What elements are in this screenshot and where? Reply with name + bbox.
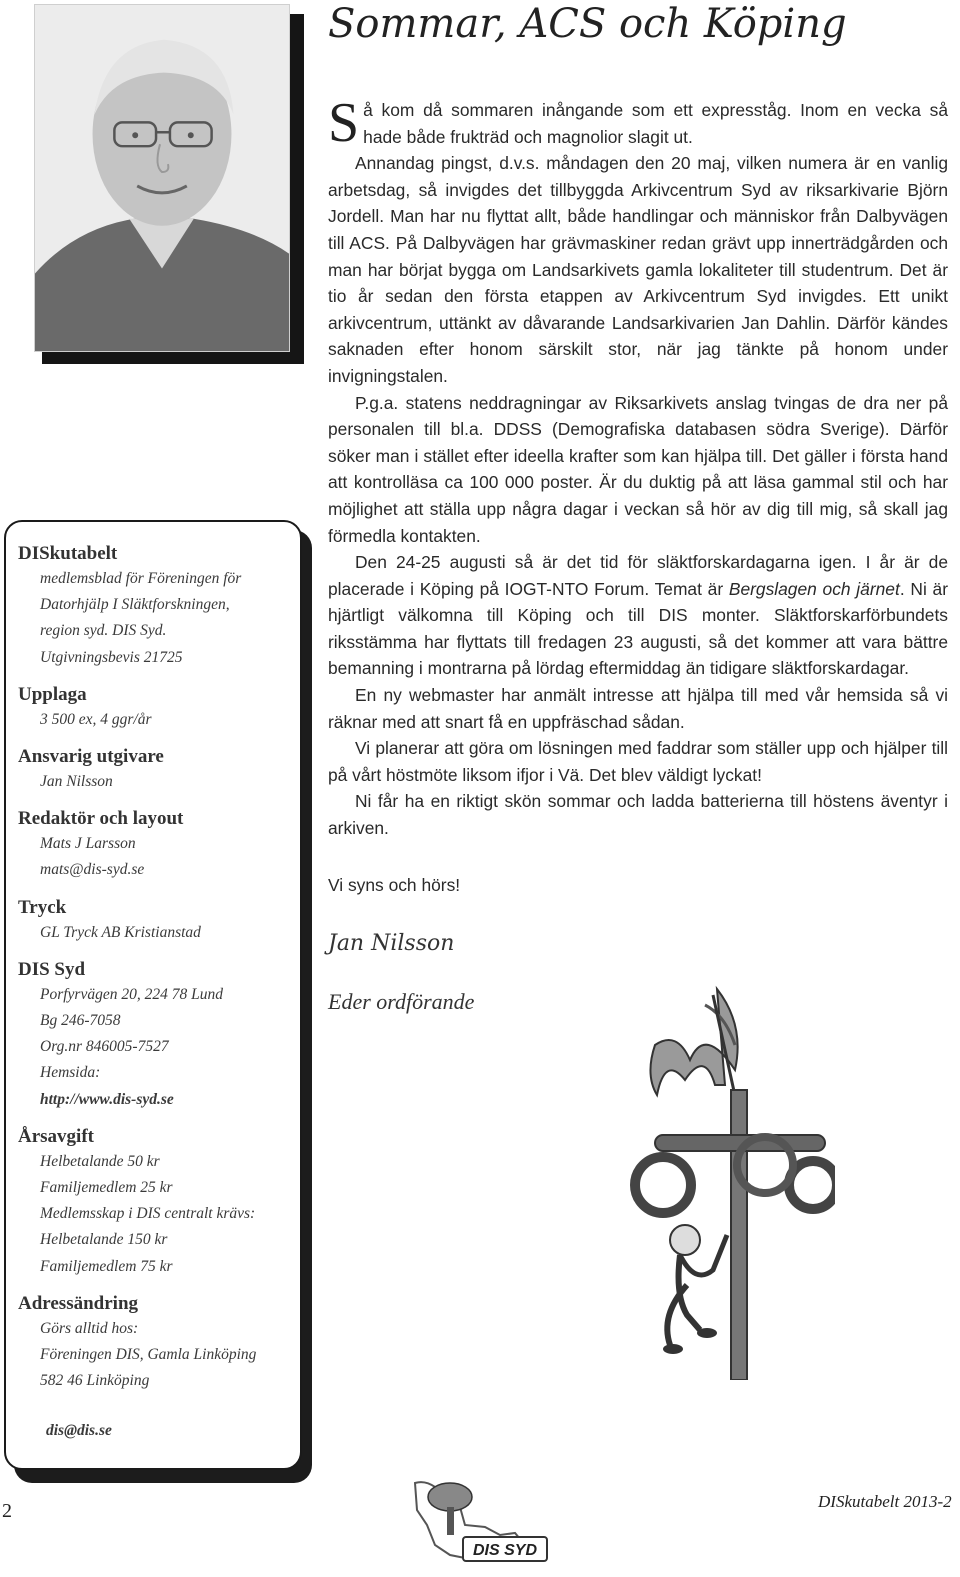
signoff: Vi syns och hörs! [328, 874, 461, 895]
colophon-line: Familjemedlem 75 kr [40, 1257, 173, 1275]
paragraph-text: Den 24-25 augusti så är det tid för släktforskardagarna igen. I år är de placerade i Köping på IOGT-NTO Forum. Temat är [328, 552, 948, 599]
colophon-line: Jan Nilsson [40, 773, 113, 791]
colophon-line: 3 500 ex, 4 ggr/år [40, 710, 152, 728]
colophon-line: Helbetalande 150 kr [40, 1231, 168, 1249]
page-number: 2 [2, 1500, 12, 1522]
svg-text:DIS SYD: DIS SYD [472, 1542, 538, 1559]
colophon-box [4, 520, 302, 1470]
theme-name: Bergslagen och järnet [728, 578, 900, 599]
colophon-line: Bg 246-7058 [40, 1012, 121, 1030]
colophon-heading: Redaktör och layout [18, 808, 184, 830]
maypole-illustration [585, 985, 835, 1380]
colophon-line: Familjemedlem 25 kr [40, 1179, 173, 1197]
article-body [328, 92, 948, 1017]
colophon-heading: Upplaga [18, 683, 87, 705]
article-title: Sommar, ACS och Köping [328, 1, 847, 47]
colophon-heading: Ansvarig utgivare [18, 746, 164, 768]
dis-syd-logo [405, 1475, 555, 1575]
colophon-line: GL Tryck AB Kristianstad [40, 923, 201, 941]
colophon-line: Utgivningsbevis 21725 [40, 648, 183, 666]
article-paragraph [328, 92, 948, 154]
colophon-line: Helbetalande 50 kr [40, 1152, 160, 1170]
colophon-heading: Adressändring [18, 1292, 139, 1314]
colophon-line: Org.nr 846005-7527 [40, 1038, 169, 1056]
colophon-line: medlemsblad för Föreningen för [40, 570, 242, 587]
signature-name: Jan Nilsson [328, 931, 455, 957]
colophon-heading: Årsavgift [18, 1125, 94, 1147]
article-paragraph: P.g.a. statens neddragningar av Riksarkivets anslag tvingas de dra ner på personalen till bl.a. DDSS (Demografiska databasen södra Sverige). Därför söker man i stället efter ideella krafter som kan hjälpa till. Det gäller i första hand att kontrolläsa ca 100 000 poster. Är du duktig på att läsa gammal stil och har möjlighet att ställa upp några dagar i veckan så hör av dig till mig, så skall jag förmedla kontakten. [328, 392, 948, 546]
article-paragraph: En ny webmaster har anmält intresse att hjälpa till med vår hemsida så vi räknar med att snart få en uppfräschad sådan. [328, 685, 948, 732]
colophon-heading: Tryck [18, 896, 67, 918]
article-paragraph: Ni får ha en riktigt skön sommar och ladda batterierna till höstens äventyr i arkiven. [328, 791, 948, 839]
colophon-heading: DISkutabelt [18, 543, 118, 564]
paragraph-text: . Ni är hjärtligt välkomna till Köping och till DIS monter. Släktforskarförbundets riksstämma har flyttats till fredagen 23 augusti, så det kommer att vara bättre bemanning i montrarna på lördag eftermiddag än tidigare släktforskardagar. [328, 578, 948, 679]
editor-email-link[interactable]: mats@dis-syd.se [40, 861, 145, 879]
contact-email-link[interactable]: dis@dis.se [46, 1422, 112, 1440]
issue-label: DISkutabelt 2013-2 [818, 1492, 952, 1511]
colophon-heading: DIS Syd [18, 958, 86, 980]
colophon-line: Porfyrvägen 20, 224 78 Lund [40, 985, 223, 1003]
website-link[interactable]: http://www.dis-syd.se [40, 1090, 174, 1108]
article-paragraph [328, 549, 948, 682]
article-paragraph: Vi planerar att göra om lösningen med faddrar som ställer upp och hjälper till på vårt höstmöte liksom ifjor i Vä. Det blev väldigt lyckat! [328, 738, 948, 785]
colophon-line: Hemsida: [40, 1064, 101, 1082]
colophon-line: 582 46 Linköping [40, 1372, 150, 1390]
colophon-line: region syd. DIS Syd. [40, 622, 167, 640]
signature-title: Eder ordförande [328, 989, 475, 1015]
colophon-line: Medlemsskap i DIS centralt krävs: [40, 1205, 256, 1223]
colophon-line: Görs alltid hos: [40, 1319, 139, 1337]
portrait-photo [34, 4, 290, 352]
colophon-line: Föreningen DIS, Gamla Linköping [40, 1346, 257, 1364]
colophon-line: Mats J Larsson [40, 835, 136, 853]
drop-cap: S [328, 92, 360, 154]
paragraph-text: å kom då sommaren inångande som ett expresståg. Inom en vecka så hade både frukträd och magnolior slagit ut. [363, 100, 948, 147]
colophon-line: Datorhjälp I Släktforskningen, [40, 596, 230, 614]
article-paragraph: Annandag pingst, d.v.s. måndagen den 20 maj, vilken numera är en vanlig arbetsdag, så invigdes det tillbyggda Arkivcentrum Syd av riksarkivarie Björn Jordell. Man har nu flyttat allt, både handlingar och människor från Dalbyvägen till ACS. På Dalbyvägen har grävmaskiner redan grävt upp innerträdgården och man har börjat bygga om Landsarkivets gamla lokaliteter till studentrum. Det är tio år sedan den första etappen av Arkivcentrum Syd invigdes. Ett unikt arkivcentrum, uttänkt av dåvarande Landsarkivarien Jan Dahlin. Därför kändes saknaden efter honom särskilt stor, när jag tänkte på honom under invigningstalen. [328, 153, 948, 386]
